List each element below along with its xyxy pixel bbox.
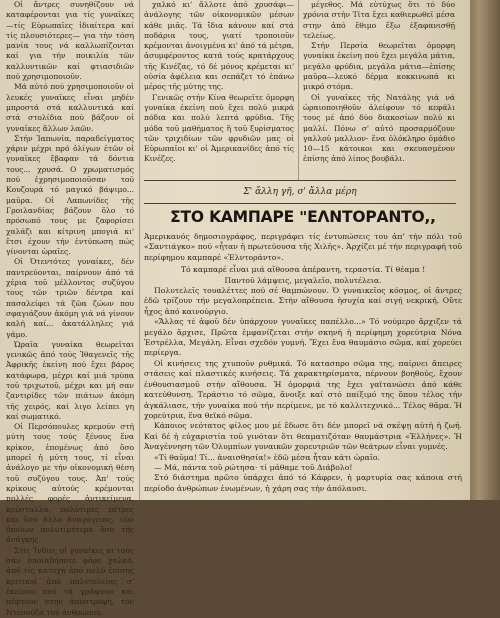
article-paragraph: Στό διάστημα πρῶτο ὑπάρχει ἀπό τό Κάφρεν, ἡ μαρτυρία σας κάποια στή περίοδο ἀνθρώπων ἑνωμένων, ἡ χάρη σας τήν ἀπόλαυσι.	[144, 473, 462, 493]
paragraph: Ὡραῖα γυναίκα θεωρεῖται γενικῶς ἀπό τούς Ἰθαγενεῖς τῆς Ἀφρικῆς ἐκείνη πού ἔχει βάρος κατάφωρα, μέχρι καί μιά τρύπα τοῦ τριχωτοῦ, μέχρι και μή σαν ζαντιρίδες τῶν πιάτων ἀκόμη τῆς χειρός, καί λιγο λείπει γη καί σωματικό.	[6, 339, 134, 421]
article-paragraph: Πολυτελεῖς τουαλέττες πού σέ θαμπώνουν. Ὁ γυναικεῖος κόσμος, οἱ ἄντρες ἐδῶ τρίζουν τήν μεγαλοπρέπεια. Στήν αἴθουσα ἡσυχία καί σιγή νεκρική. Οὔτε ἦχος ἀπό καινούργιο.	[144, 286, 462, 316]
paragraph: Γενικῶς στήν Κίνα θεωρεῖτε ὁμορφη γυναίκα ἐκείνη πού ἔχει πολύ μικρά πόδια και πολύ λεπτά φρύδια. Τῆς μόδα τοῦ μαθήματος ἢ τοῦ ξυρίσματος τῶν τριχιδίων τῶν φρυδιῶν μας οἱ Εὐρωπαῖοι κι' οἱ Ἀμερικανίδες ἀπό τίς Κινέζες.	[144, 92, 294, 164]
right-article-column	[303, 0, 455, 180]
paragraph: χαλκό κι' ἄλλοτε ἀπό χρυσάφι—ἀνάλογης τῶν οἰκονομικῶν μέσων κάθε μιᾶς. Τά ἴδια κάνουν καί στά ποδάρια τους, γιατί τροποιοῦν κρέμονται ἀνοιγμένα κι' ἀπό τά μέτρα, ἀσυμφέροντος κατά τούς κρατάρχους τῆς Κινέζας, τό δέ μόνος κρέμεται κι' οὐσία ἀφέλεια και σεπάζετ τό ἐπάνω μέρος τῆς μύτης της.	[144, 0, 294, 92]
column-divider	[139, 0, 140, 500]
paragraph: Οἱ ἄντρες συνηθίζουν νά καταφέρονται για τίς γυναῖκες —τίς Εὐρωπαῖες ἰδιαίτερα καί τίς πλουσιότερες— για τὴν τόση μανία τους νά καλλωπίζονται καί για τήν ποικιλία τῶν καλλυντικῶν καί φτιασιδιῶν πού χρησιμοποιοῦν.	[6, 0, 134, 82]
section-banner: Σ' ἄλλη γῆ, σ' ἄλλα μέρη	[144, 180, 456, 204]
article-paragraph: Κάποιος νεότατος φίλος μου μέ ἔδωσε ὅτι δέν μπορεῖ νά σκέψῃ αὐτή ἡ ζωή. Καί δέ ἡ εὐχαριστία τοῦ γινόταν ὅτι θεαματιζόταν θαυμάστρια «Ἑλλήνες». Ἡ Ἀναγέννηση τῶν Ὀλυμπίων γυναικῶν χορευτριῶν τῶν θεάτρων εἶναι γυμνές.	[144, 421, 462, 452]
article-line: Παντοῦ λάμψεις, μεγαλεῖο, πολυτέλεια.	[224, 275, 382, 285]
book-spine	[470, 0, 500, 500]
article-paragraph: «Ἄλλας τέ ἀφοῦ δέν ὑπάρχουν γυναῖκες παπέλλο...» Τό νούμερο ἄρχιζεν τά μεγάλο ἄρχισε, Πρῶτα ἐμφανίζεται στήν σκηνή ἡ περίφημη χορεύτρια Νόνα Ἐστρέλλα, Μεγάλη. Εἶναι σχεδόν γυμνή. Ἔχει ἕνα θαυμάσιο σῶμα, καί χορεύει περίεργα.	[144, 317, 462, 358]
paragraph: μέγεθος. Μά εὐτύχως ὅτι τό δύο χρόνια στήν Τίτα ἔχει καθιερωθεῖ μέσα στην ἀπό ἕθιμο ἔξω ἐξαφανισθῇ τελείως.	[303, 0, 455, 40]
paragraph: Μά αὐτό πού χρησιμοποιοῦν οἱ λευκές γυναῖκες εἶναι μηδέν μπροστά στά καλλυντικά καί στά στολίδια πού βάζουν οἱ γυναῖκες ἄλλων λαῶν.	[6, 82, 134, 133]
middle-article-column	[144, 0, 294, 180]
paragraph: Στίς Ἰνδίες οἱ γυναῖκες κι τούς σαν ὁποιαδήποτε φόρο χαλκό, ἀπό τίς κατοχή ἀπό πολύ ἐπίσης κριτικοί ἀπό πολυτελείας σ' ἐκείνου πού τά γράψουν και πέφτουν στην ἀποστροφή, τόν Ντεσούζα τοῦ ἀνθρώπου.	[6, 545, 134, 617]
article-paragraph: — Μά, πάντα τοῦ ρώτησα· τί μάθαμε τοῦ Διάβολο!	[154, 462, 353, 472]
article-paragraph: Οἱ κινήσεις της χτυποῦν ρυθμικά. Τό κατασπρο σῶμα της, παίρνει ἄπειρες στάσεις καί πλαστικές κινήσεις. Τά χαρακτηρίσματα, πέρνουν βοηθούς, ἔχουν ἐνθουσιασμοῦ στήν αἴθουσα. Ἡ ὁμορφιά της ἔχει γαϊτανώσει ἀπό κάθε κατεύθυνση. Τεράστιο τό σῶμα, ἄνοιξε καί στό παίξιμό της ὅπου τέλος τήν ἀγκάλιασε, τήν γυναίκα πού τήν περίμενε, με τό καλλιτεχνικό... Τέλος θᾶμα. Ἡ χορεύτρια, ἕνα θεϊκό σῶμα.	[144, 358, 462, 420]
article-headline: ΣΤΟ ΚΑΜΠΑΡΕ "ΕΛΝΤΟΡΑΝΤΟ,,	[170, 208, 436, 226]
paragraph: Οἱ Ὀτεντότες γυναίκες, δέν παντρεύονται, παίρνουν ἀπό τά χέρια τοῦ μέλλοντος συζύγου τους τῶν τριῶν δέντρα καί πασαλείφει τά ζῶα ζώων που σφαγιάζουν ἀκόμη γιά νά γίνουν καλή καί... ἀκατάλληλες γιά γάμο.	[6, 257, 134, 339]
paragraph: Οἱ Περσόπουλες κρεμούν στή μύτη τους τούς ξένους ἕνα κρίκον, ἑπομένως ἀπό ὅσο μπορεῖ ἡ μύτη τους, τί εἶναι ἀνάλογο με τήν οἰκονομική θέση τοῦ συζύγου τους. Ἀπ' τούς κρίκους αὐτούς κρέμονται πολλές φορές ἀντικείμενα, κρύσταλλα, πολύτιμες πέτρες και ὅσο ἀλλο ἀναγάγειας, τῶν ὁποίων πολυτιμότερα ὅσο τῆς ἀνάγκης.	[6, 422, 134, 545]
cabaret-article	[144, 206, 462, 500]
paragraph: Στήν Ἰαπωνία, παραδείγματος χάριν μέχρι πρό ὀλίγων ἐτῶν οἱ γυναῖκες ἔβαφαν τά δόντια τους... χρυσά. Ο χρωματισμός πού ἐχρησιμοποιοῦσαν τοῦ Κουζουρά τό μαγικό βάψιμο... μαῦρα. Οἱ Λαπωνίδες τῆς Γροιλανδίας βάζουν ὅλο τό πρόσωπό τους με ζαφορίσει χαλάζι και κίτρινη μπογιά κι' ἔτσι έχουν τήν ἐντύπωση πώς γίνονται ὡραῖες.	[6, 133, 134, 257]
article-paragraph: «Τί θαῦμα! Τί... ἀναισθησία!» ἐδῶ μέσα ἦταν κάτι ὡραῖο.	[154, 452, 380, 462]
article-line: Τό καμπαρέ εἶναι μιά αἴθουσα ἀπέραντη, τεραστία. Τί θέαμα !	[180, 265, 426, 275]
article-lead: Ἀμερικανός δημοσιογράφος, περιγράφει τίς ἐντυπώσεις του ἀπ' τήν πόλι τοῦ «Σαντιάγκο» πού «ἦταν ἡ πρωτεύουσα τῆς Χιλῆς». Ἀρχίζει μέ τήν περιγραφή τοῦ περίφημου καμπαρέ «Ἐλντοράντο».	[144, 232, 462, 262]
paragraph: Στήν Περσία θεωρεῖται ὁμορφη γυναίκα ἐκείνη πού ἔχει μεγάλα μάτια, μεγάλο φρύδια, μεγάλα μάτια—ἐπίσης μαῦρα—λευκό δέρμα κοκκινωπά κι μικρό στόμα.	[303, 41, 455, 92]
paragraph: Οἱ γυναῖκες τῆς Νατάλης γιά νά ὡραιοποιηθοῦν ἀλείφουν τό κεφάλι τους μέ ἀπό δύο διακοσίων πολύ κι μαλλί. Πόνω σ' αὐτό προσαρμόζουν γαλλοὐ μαλλιον- ἕνα ὁλόκληρο ὁμάδιο 10—15 κάτοικοι και σκευασμένον ἐπίσης ἀπό λίπος βουβάλι.	[303, 92, 455, 164]
column-divider	[298, 0, 299, 180]
left-article-column	[6, 0, 134, 617]
